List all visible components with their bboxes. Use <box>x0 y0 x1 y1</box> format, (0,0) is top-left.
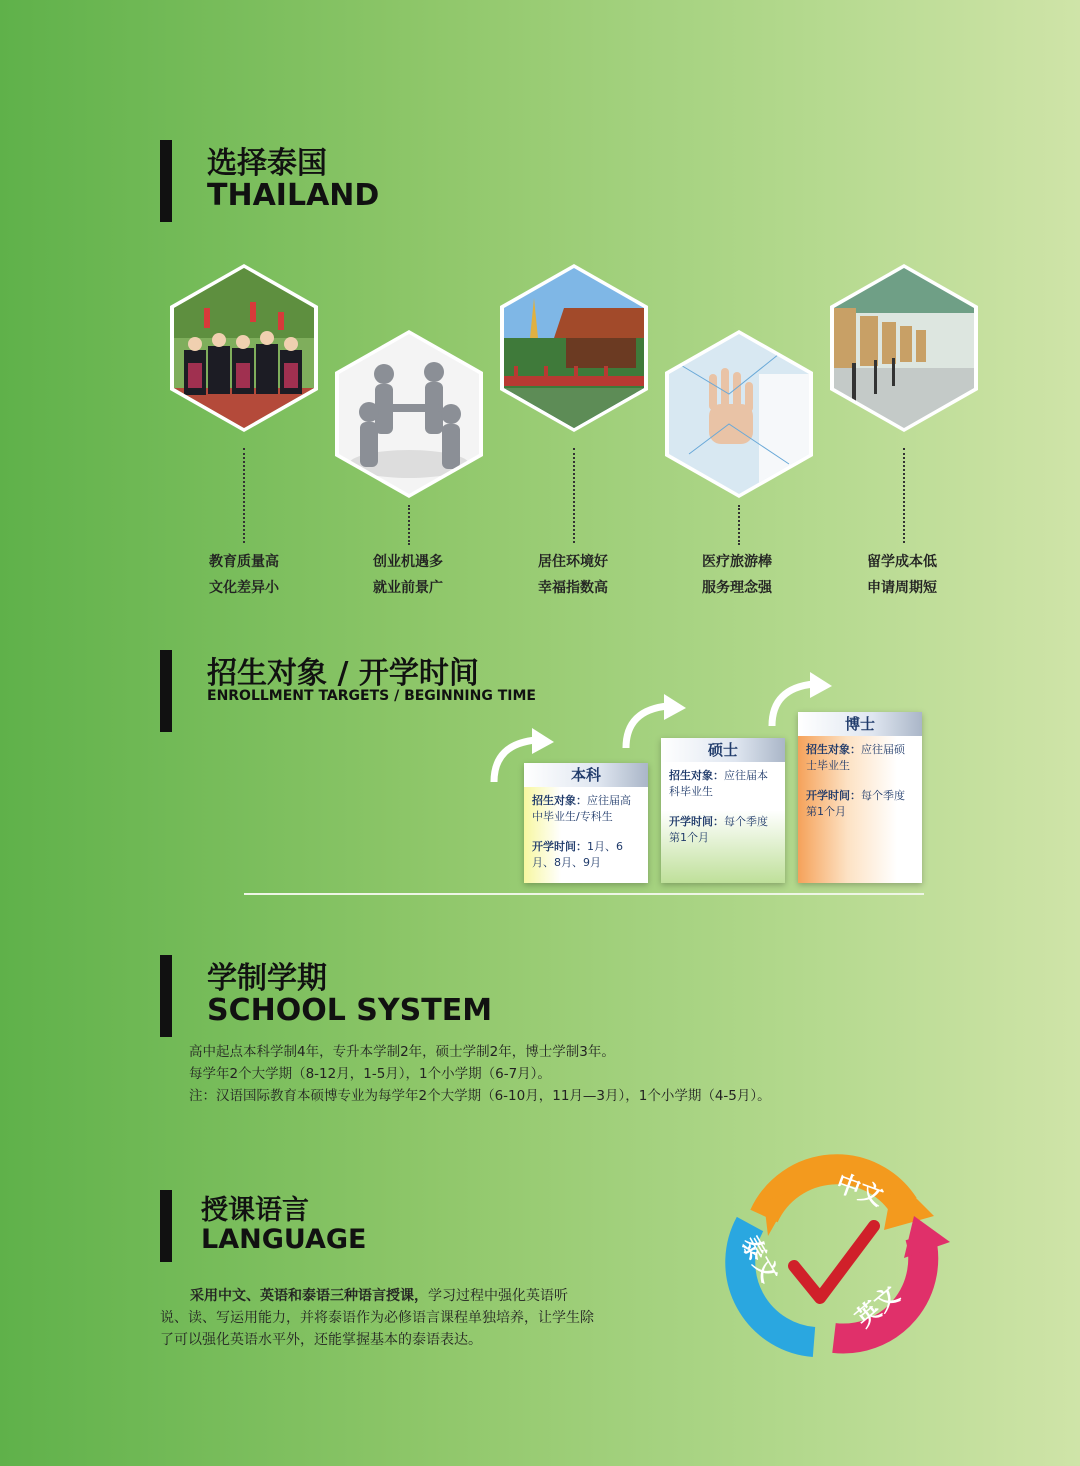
hex-image-medical <box>665 330 813 498</box>
connector-line <box>573 448 575 543</box>
degree-card-bachelor <box>524 763 648 883</box>
section-bar <box>160 955 172 1037</box>
section-title-cn: 招生对象 / 开学时间 <box>207 656 479 691</box>
cycle-label: 中文 <box>832 1168 887 1212</box>
digital-hand-photo <box>669 334 809 494</box>
target-value: 应往届硕士毕业生 <box>806 743 905 772</box>
advantage-label: 居住环境好 幸福指数高 <box>538 554 608 596</box>
section-title-en: LANGUAGE <box>201 1224 367 1255</box>
target-value: 应往届本科毕业生 <box>669 769 768 798</box>
target-value: 应往届高中毕业生/专科生 <box>532 794 631 823</box>
degree-card-doctor <box>798 712 922 883</box>
graduates-photo <box>174 268 314 428</box>
section-title-cn: 选择泰国 <box>207 146 327 181</box>
hex-image-teamwork <box>335 330 483 498</box>
time-value: 每个季度第1个月 <box>806 789 905 818</box>
degree-name: 本科 <box>524 763 648 787</box>
section-title-cn: 授课语言 <box>201 1195 309 1226</box>
time-value: 1月、6月、8月、9月 <box>532 840 623 869</box>
language-cycle-diagram <box>724 1146 952 1362</box>
cycle-label: 泰文 <box>735 1231 784 1287</box>
thai-temple-photo <box>504 268 644 428</box>
advantage-label: 创业机遇多 就业前景广 <box>373 554 443 596</box>
hex-image-graduates <box>170 264 318 432</box>
classroom-desks-photo <box>834 268 974 428</box>
connector-line <box>903 448 905 543</box>
degree-card-master <box>661 738 785 883</box>
language-text: 采用中文、英语和泰语三种语言授课，学习过程中强化英语听 说、读、写运用能力，并将泰语作为必修语言课程单独培养，让学生除 了可以强化英语水平外，还能掌握基本的泰语表达。 <box>160 1288 594 1348</box>
time-value: 每个季度第1个月 <box>669 815 768 844</box>
connector-line <box>243 448 245 543</box>
target-label: 招生对象： <box>669 769 724 782</box>
section-bar <box>160 650 172 732</box>
section-title-en: SCHOOL SYSTEM <box>207 993 493 1028</box>
cycle-label: 英文 <box>850 1280 905 1333</box>
advantage-label: 教育质量高 文化差异小 <box>209 554 279 596</box>
time-label: 开学时间： <box>532 840 587 853</box>
section-bar <box>160 140 172 222</box>
target-label: 招生对象： <box>806 743 861 756</box>
hex-image-classroom <box>830 264 978 432</box>
divider-line <box>244 893 924 895</box>
advantage-label: 医疗旅游棒 服务理念强 <box>702 554 772 596</box>
connector-line <box>738 505 740 545</box>
target-label: 招生对象： <box>532 794 587 807</box>
section-title-en: ENROLLMENT TARGETS / BEGINNING TIME <box>207 688 536 704</box>
time-label: 开学时间： <box>806 789 861 802</box>
advantage-label: 留学成本低 申请周期短 <box>867 554 937 596</box>
hex-image-temple <box>500 264 648 432</box>
time-label: 开学时间： <box>669 815 724 828</box>
teamwork-figures-photo <box>339 334 479 494</box>
school-system-text: 高中起点本科学制4年，专升本学制2年，硕士学制2年，博士学制3年。 每学年2个大学期（8-12月，1-5月），1个小学期（6-7月）。 注：汉语国际教育本硕博专业为每学年2个大学期（6-10月，11月—3月），1个小学期（4-5月）。 <box>189 1044 771 1104</box>
connector-line <box>408 505 410 545</box>
degree-name: 硕士 <box>661 738 785 762</box>
section-bar <box>160 1190 172 1262</box>
section-title-cn: 学制学期 <box>207 961 327 996</box>
degree-name: 博士 <box>798 712 922 736</box>
section-title-en: THAILAND <box>207 178 380 213</box>
